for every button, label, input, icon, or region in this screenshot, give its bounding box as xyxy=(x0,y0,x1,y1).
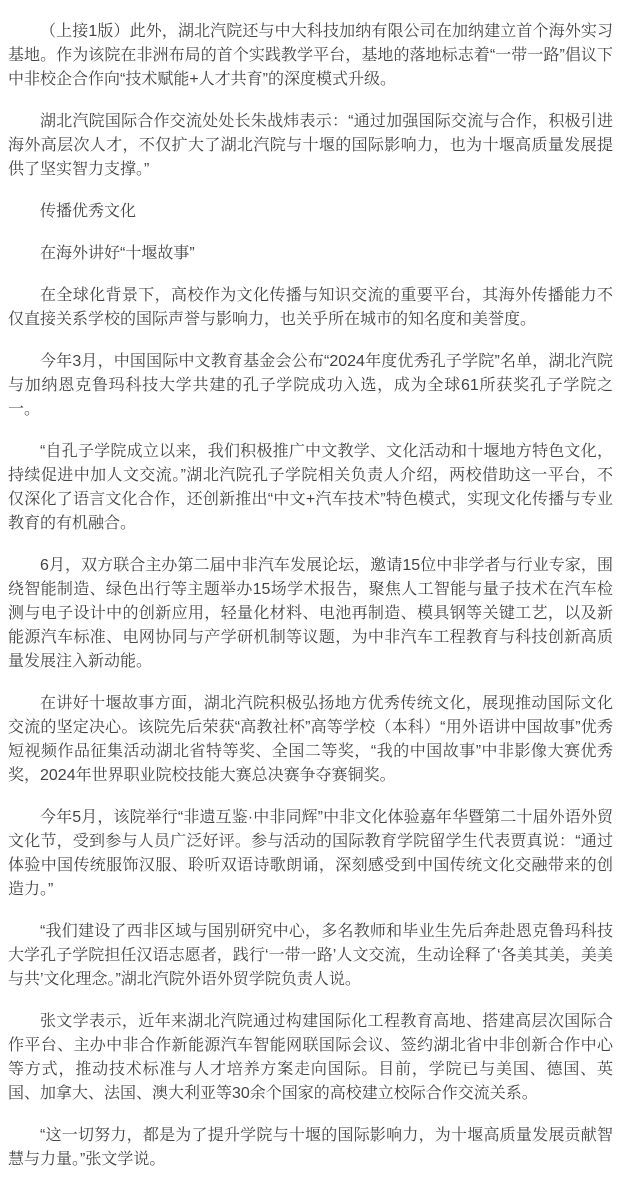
article-paragraph: 在全球化背景下，高校作为文化传播与知识交流的重要平台，其海外传播能力不仅直接关系学校的国际声誉与影响力，也关乎所在城市的知名度和美誉度。 xyxy=(8,287,613,328)
article-paragraph: 今年5月，该院举行“非遗互鉴·中非同辉”中非文化体验嘉年华暨第二十届外语外贸文化节，受到参与人员广泛好评。参与活动的国际教育学院留学生代表贾真说：“通过体验中国传统服饰汉服、聆听双语诗歌朗诵，深刻感受到中国传统文化交融带来的创造力。” xyxy=(8,809,613,898)
article-paragraph: （上接1版）此外，湖北汽院还与中大科技加纳有限公司在加纳建立首个海外实习基地。作为该院在非洲布局的首个实践教学平台，基地的落地标志着“一带一路”倡议下中非校企合作向“技术赋能+人才共育”的深度模式升级。 xyxy=(8,23,613,88)
article-paragraph: “自孔子学院成立以来，我们积极推广中文教学、文化活动和十堰地方特色文化，持续促进中加人文交流。”湖北汽院孔子学院相关负责人介绍，两校借助这一平台，不仅深化了语言文化合作，还创新推出“中文+汽车技术”特色模式，实现文化传播与专业教育的有机融合。 xyxy=(8,443,613,532)
article-intertitle: 传播优秀文化 xyxy=(40,203,137,220)
article-paragraph: 在讲好十堰故事方面，湖北汽院积极弘扬地方优秀传统文化，展现推动国际文化交流的坚定决心。该院先后荣获“高教社杯”高等学校（本科）“用外语讲中国故事”优秀短视频作品征集活动湖北省特等奖、全国二等奖，“我的中国故事”中非影像大赛优秀奖，2024年世界职业院校技能大赛总决赛争夺赛铜奖。 xyxy=(8,695,613,784)
article-intertitle: 在海外讲好“十堰故事” xyxy=(40,245,195,262)
article-paragraph: 6月，双方联合主办第二届中非汽车发展论坛，邀请15位中非学者与行业专家，围绕智能制造、绿色出行等主题举办15场学术报告，聚焦人工智能与量子技术在汽车检测与电子设计中的创新应用，轻量化材料、电池再制造、模具钢等关键工艺，以及新能源汽车标准、电网协同与产学研机制等议题，为中非汽车工程教育与科技创新高质量发展注入新动能。 xyxy=(8,557,613,670)
article-paragraph: “这一切努力，都是为了提升学院与十堰的国际影响力，为十堰高质量发展贡献智慧与力量。”张文学说。 xyxy=(8,1127,613,1168)
article-paragraph: 今年3月，中国国际中文教育基金会公布“2024年度优秀孔子学院”名单，湖北汽院与加纳恩克鲁玛科技大学共建的孔子学院成功入选，成为全球61所获奖孔子学院之一。 xyxy=(8,353,613,418)
paragraph-container xyxy=(8,20,613,1172)
article-paragraph: 张文学表示，近年来湖北汽院通过构建国际化工程教育高地、搭建高层次国际合作平台、主办中非合作新能源汽车智能网联国际会议、签约湖北省中非创新合作中心等方式，推动技术标准与人才培养方案走向国际。目前，学院已与美国、德国、英国、加拿大、法国、澳大利亚等30余个国家的高校建立校际合作交流关系。 xyxy=(8,1013,613,1102)
article-paragraph: 湖北汽院国际合作交流处处长朱战炜表示：“通过加强国际交流与合作，积极引进海外高层次人才，不仅扩大了湖北汽院与十堰的国际影响力，也为十堰高质量发展提供了坚实智力支撑。” xyxy=(8,113,613,178)
article-paragraph: “我们建设了西非区域与国别研究中心，多名教师和毕业生先后奔赴恩克鲁玛科技大学孔子学院担任汉语志愿者，践行‘一带一路’人文交流，生动诠释了‘各美其美，美美与共’文化理念。”湖北汽院外语外贸学院负责人说。 xyxy=(8,923,613,988)
